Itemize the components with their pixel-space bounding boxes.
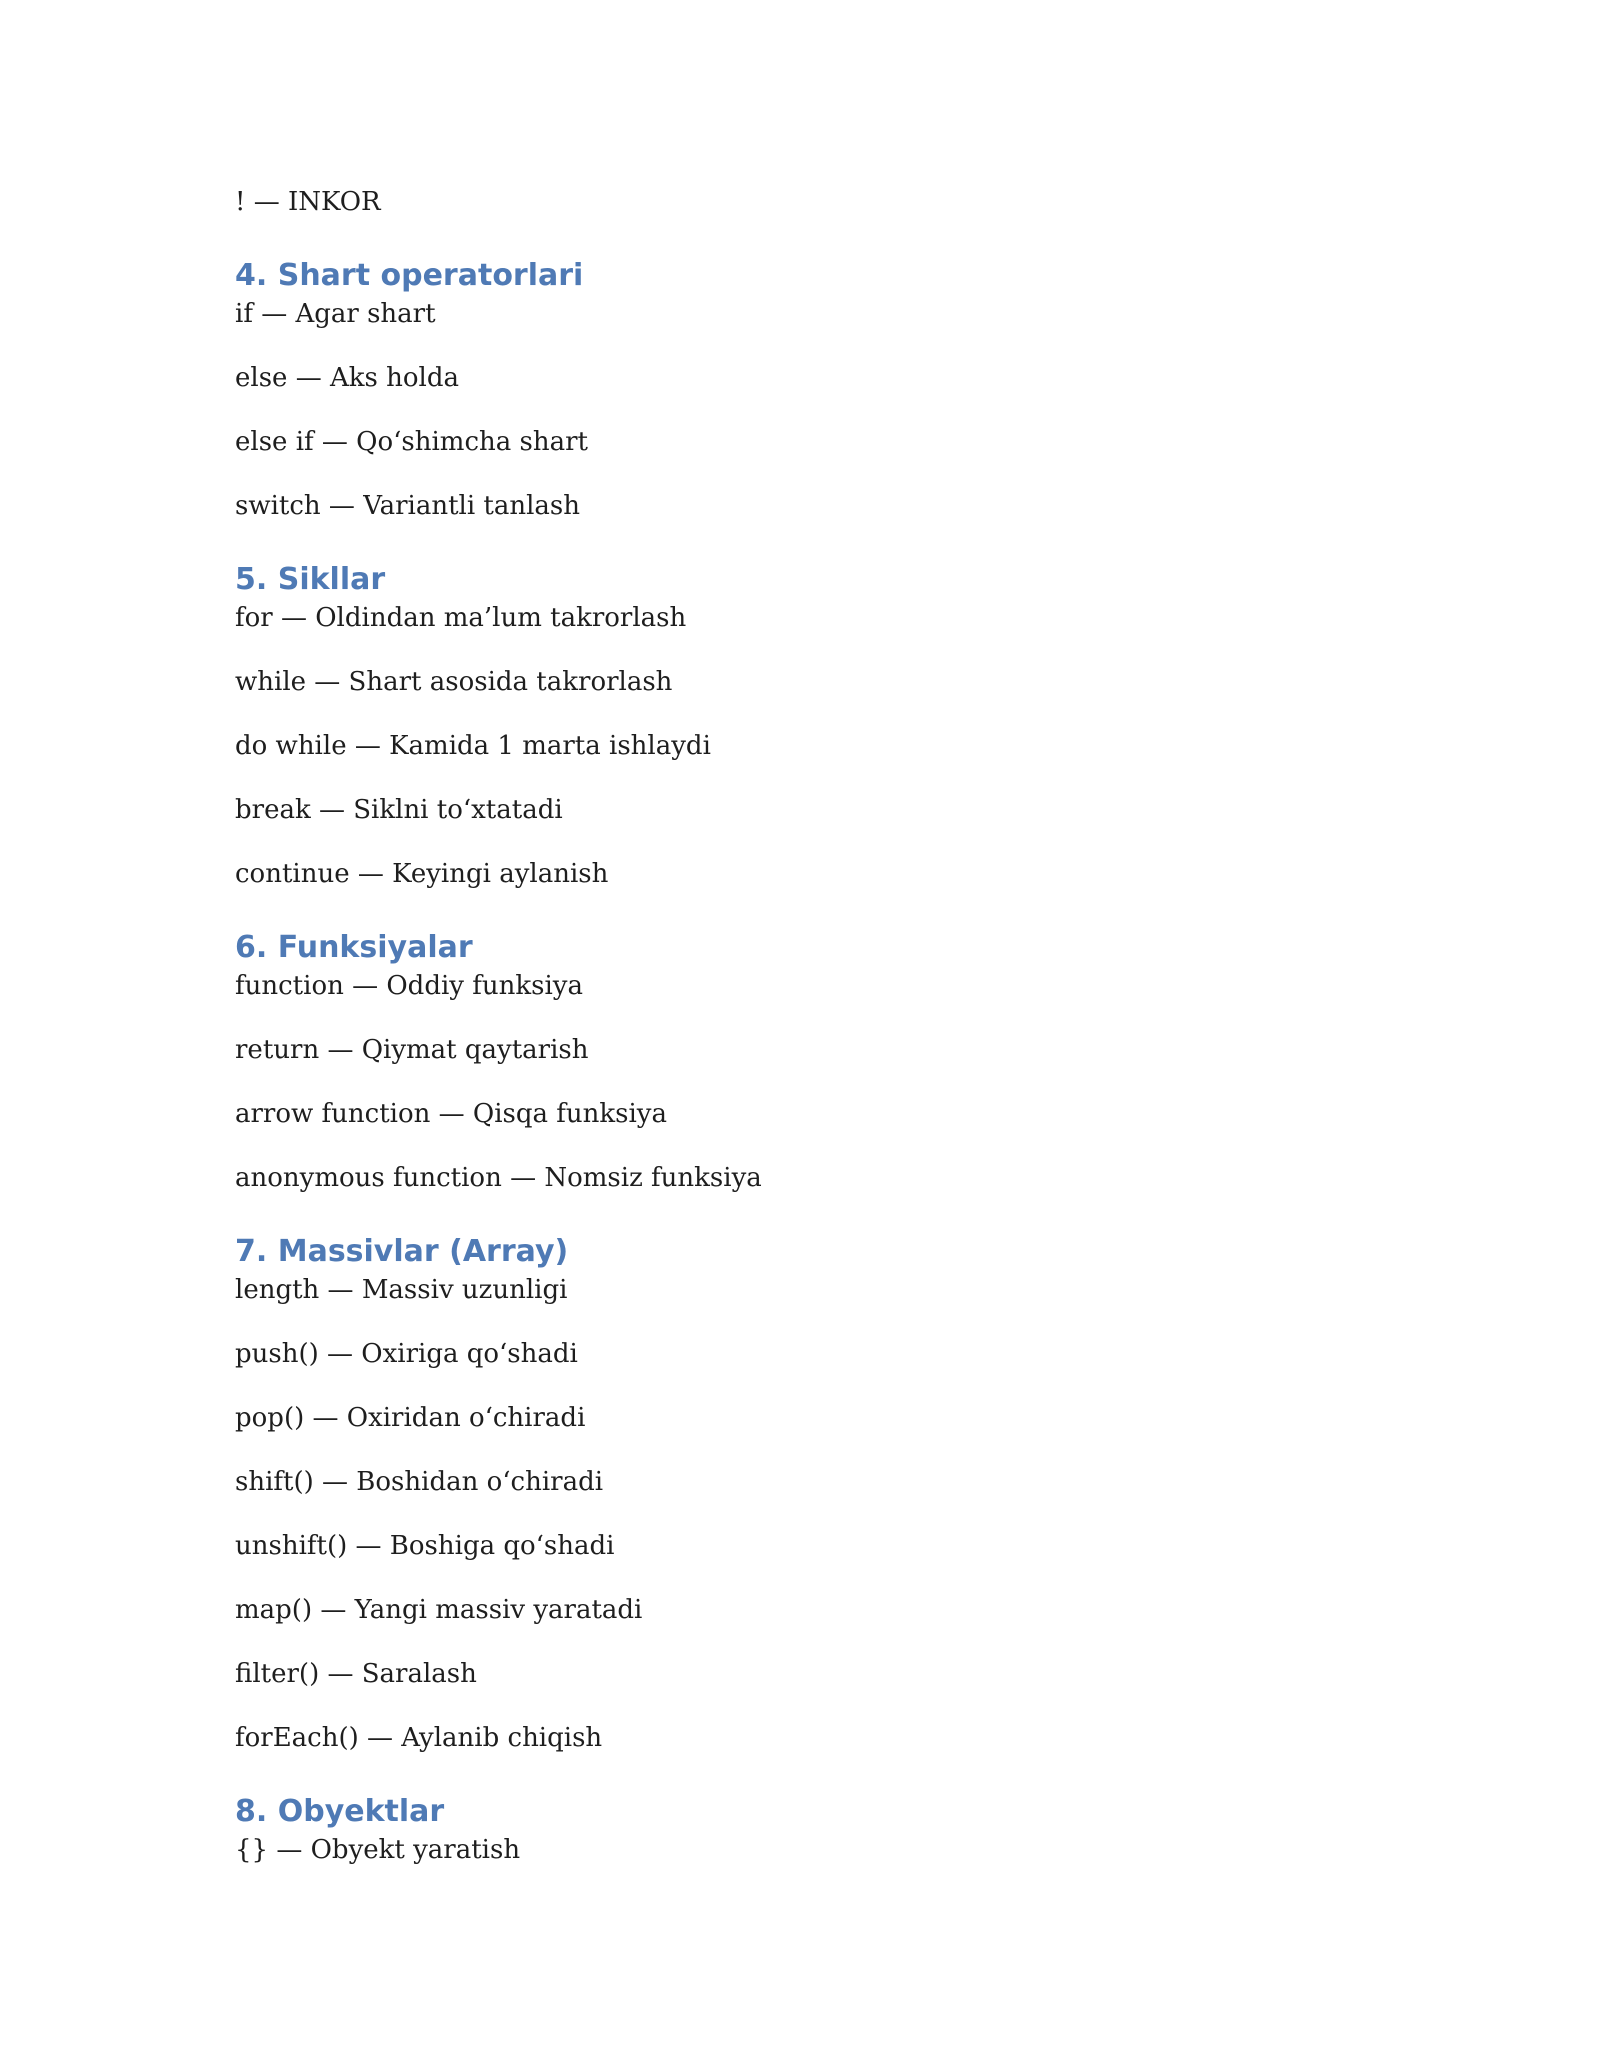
list-item: function — Oddiy funksiya <box>235 971 583 1001</box>
list-item: map() — Yangi massiv yaratadi <box>235 1595 643 1625</box>
document-content <box>235 186 1435 1898</box>
section-funksiyalar <box>235 928 1435 1194</box>
section-heading: 6. Funksiyalar <box>235 930 473 965</box>
list-item: return — Qiymat qaytarish <box>235 1035 589 1065</box>
list-item: do while — Kamida 1 marta ishlaydi <box>235 731 711 761</box>
list-item: arrow function — Qisqa funksiya <box>235 1099 667 1129</box>
section-heading: 8. Obyektlar <box>235 1794 445 1829</box>
list-item: else if — Qo‘shimcha shart <box>235 427 588 457</box>
list-item: push() — Oxiriga qo‘shadi <box>235 1339 578 1369</box>
section-heading: 4. Shart operatorlari <box>235 258 584 293</box>
section-heading: 7. Massivlar (Array) <box>235 1234 569 1269</box>
list-item: anonymous function — Nomsiz funksiya <box>235 1163 762 1193</box>
list-item: switch — Variantli tanlash <box>235 491 581 521</box>
list-item: length — Massiv uzunligi <box>235 1275 568 1305</box>
list-item: continue — Keyingi aylanish <box>235 859 609 889</box>
section-heading: 5. Sikllar <box>235 562 386 597</box>
list-item: while — Shart asosida takrorlash <box>235 667 673 697</box>
section-massivlar <box>235 1232 1435 1754</box>
list-item: shift() — Boshidan o‘chiradi <box>235 1467 604 1497</box>
list-item: if — Agar shart <box>235 299 436 329</box>
list-item: else — Aks holda <box>235 363 459 393</box>
list-item: pop() — Oxiridan o‘chiradi <box>235 1403 586 1433</box>
list-item: filter() — Saralash <box>235 1659 477 1689</box>
list-item: unshift() — Boshiga qo‘shadi <box>235 1531 615 1561</box>
list-item: forEach() — Aylanib chiqish <box>235 1723 603 1753</box>
section-shart-operatorlari <box>235 256 1435 522</box>
list-item: for — Oldindan ma’lum takrorlash <box>235 603 687 633</box>
section-sikllar <box>235 560 1435 890</box>
list-item: {} — Obyekt yaratish <box>235 1835 521 1865</box>
section-obyektlar <box>235 1792 1435 1866</box>
intro-line: ! — INKOR <box>235 187 381 217</box>
list-item: break — Siklni to‘xtatadi <box>235 795 563 825</box>
